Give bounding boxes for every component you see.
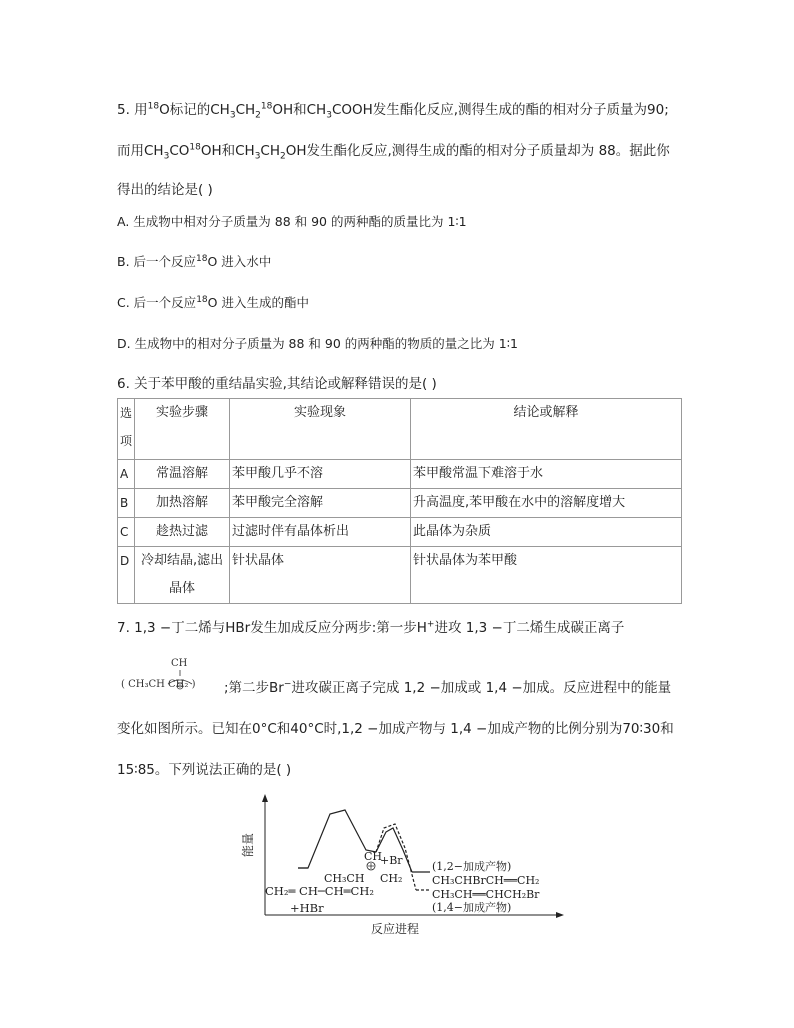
cation-formula: ( CH₃CH CH₂ ): [121, 679, 196, 690]
q5-line-2: 而用$CH_3CO^{18}OH$和$CH_3CH_2OH$发生酯化反应,测得生成的酯的相对分子质量却为 88。据此你: [117, 142, 670, 162]
cation-bond-drawing: [160, 670, 200, 692]
intermediate-right: CH₂: [380, 872, 403, 885]
q5-option-d: D. 生成物中的相对分子质量为 88 和 90 的两种酯的物质的量之比为 1∶1: [117, 336, 518, 351]
q6-stem: 6. 关于苯甲酸的重结晶实验,其结论或解释错误的是( ): [117, 376, 437, 392]
q7-line-1: 7. 1,3 −丁二烯与HBr发生加成反应分两步:第一步H+进攻 1,3 −丁二烯生成碳正离子: [117, 619, 625, 636]
table-row: A 常温溶解 苯甲酸几乎不溶 苯甲酸常温下难溶于水: [118, 460, 682, 489]
q5-option-c: C. 后一个反应$^{18}$O 进入生成的酯中: [117, 294, 309, 310]
intermediate-ch: CH: [364, 850, 383, 863]
energy-diagram: [240, 790, 570, 940]
table-row: B 加热溶解 苯甲酸完全溶解 升高温度,苯甲酸在水中的溶解度增大: [118, 489, 682, 518]
y-axis-label: 能量: [241, 832, 255, 858]
product-14-formula: CH₃CH══CHCH₂Br: [432, 888, 540, 901]
header-phenomenon: 实验现象: [230, 399, 411, 460]
intermediate-left: CH₃CH: [324, 872, 365, 885]
product-14-label: (1,4−加成产物): [432, 901, 512, 914]
header-step: 实验步骤: [135, 399, 230, 460]
q6-table: [117, 398, 682, 604]
q5-option-a: A. 生成物中相对分子质量为 88 和 90 的两种酯的质量比为 1∶1: [117, 214, 467, 229]
cation-top-label: CH: [171, 658, 188, 669]
x-axis-label: 反应进程: [370, 922, 420, 936]
q7-line-3: 变化如图所示。已知在0°C和40°C时,1,2 −加成产物与 1,4 −加成产物的比例分别为70∶30和: [117, 721, 674, 737]
q5-line-3: 得出的结论是( ): [117, 182, 213, 198]
header-option: 选项: [118, 399, 135, 460]
q7-line-2: ;第二步Br−进攻碳正离子完成 1,2 −加成或 1,4 −加成。反应进程中的能量: [224, 679, 672, 696]
intermediate-br: +Br: [380, 854, 403, 867]
table-header-row: [118, 399, 682, 460]
table-row: C 趁热过滤 过滤时伴有晶体析出 此晶体为杂质: [118, 518, 682, 547]
q5-line-1: 5. 用$^{18}$O标记的$CH_3CH_2^{18}OH$和$CH_3COOH$发生酯化反应,测得生成的酯的相对分子质量为90;: [117, 101, 669, 121]
table-row: D 冷却结晶,滤出晶体 针状晶体 针状晶体为苯甲酸: [118, 547, 682, 604]
reactant-formula: CH₂═ CH─CH═CH₂: [265, 884, 374, 898]
q7-line-4: 15∶85。下列说法正确的是( ): [117, 762, 292, 778]
product-12-label: (1,2−加成产物): [432, 860, 512, 873]
reactant-hbr: +HBr: [290, 901, 324, 915]
q5-option-b: B. 后一个反应$^{18}$O 进入水中: [117, 253, 272, 269]
product-12-formula: CH₃CHBrCH══CH₂: [432, 874, 540, 887]
header-conclusion: 结论或解释: [411, 399, 682, 460]
